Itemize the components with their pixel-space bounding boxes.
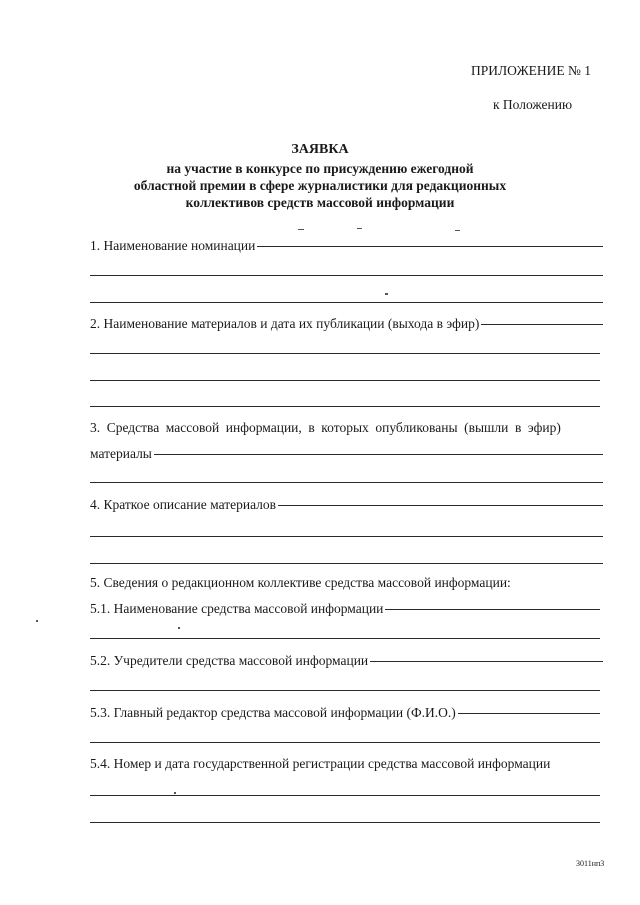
regulation-label: к Положению: [493, 97, 573, 112]
field-5-1-media-name: [90, 601, 600, 617]
field-3-label-line-2: материалы: [90, 446, 152, 461]
field-2-blank[interactable]: [481, 324, 603, 325]
field-5-4-line-2[interactable]: [90, 795, 600, 796]
scan-speck: [385, 293, 388, 295]
field-5-4-label: 5.4. Номер и дата государственной регистрации средства массовой информации: [90, 756, 551, 771]
field-5-1-line-2[interactable]: [90, 638, 600, 639]
field-1-blank[interactable]: [257, 246, 603, 247]
field-4-label: 4. Краткое описание материалов: [90, 497, 277, 512]
field-4-line-2[interactable]: [90, 536, 603, 537]
title-line-2: областной премии в сфере журналистики для редакционных: [133, 178, 507, 193]
field-3-blank[interactable]: [154, 454, 603, 455]
appendix-label: ПРИЛОЖЕНИЕ № 1: [471, 63, 592, 78]
field-5-1-label: 5.1. Наименование средства массовой информации: [90, 601, 384, 616]
field-1-line-3[interactable]: [90, 302, 603, 303]
field-2-line-2[interactable]: [90, 353, 600, 354]
field-5-3-editor: [90, 705, 600, 721]
field-2-line-3[interactable]: [90, 380, 600, 381]
field-4-blank[interactable]: [278, 505, 603, 506]
field-4-description: [90, 497, 603, 513]
field-5-3-blank[interactable]: [458, 713, 600, 714]
field-3-line-2[interactable]: [90, 482, 603, 483]
field-5-1-blank[interactable]: [385, 609, 600, 610]
field-5-2-label: 5.2. Учредители средства массовой информации: [90, 653, 369, 668]
field-5-heading: 5. Сведения о редакционном коллективе средства массовой информации:: [90, 575, 511, 590]
field-1-line-2[interactable]: [90, 275, 603, 276]
field-1-nomination: [90, 238, 603, 254]
document-title: ЗАЯВКА: [291, 142, 349, 157]
scan-speck: [455, 230, 460, 231]
field-3-label-line-1: 3. Средства массовой информации, в которых опубликованы (вышли в эфир): [90, 420, 561, 435]
title-line-1: на участие в конкурсе по присуждению ежегодной: [166, 161, 474, 176]
field-5-4-line-3[interactable]: [90, 822, 600, 823]
field-5-2-founders: [90, 653, 603, 669]
scan-speck: [357, 228, 362, 229]
field-5-2-blank[interactable]: [370, 661, 603, 662]
scan-speck: [174, 792, 176, 794]
scan-speck: [178, 627, 180, 629]
field-2-materials: [90, 316, 603, 332]
scan-speck: [298, 229, 304, 230]
field-1-label: 1. Наименование номинации: [90, 238, 256, 253]
title-line-3: коллективов средств массовой информации: [185, 195, 455, 210]
field-2-label: 2. Наименование материалов и дата их публикации (выхода в эфир): [90, 316, 480, 331]
scan-speck: [36, 620, 38, 622]
field-5-2-line-2[interactable]: [90, 690, 600, 691]
field-5-3-line-2[interactable]: [90, 742, 600, 743]
document-code: 3011нп3: [576, 859, 605, 868]
field-2-line-4[interactable]: [90, 406, 600, 407]
field-4-line-3[interactable]: [90, 563, 603, 564]
field-3-media: [90, 446, 603, 462]
field-5-3-label: 5.3. Главный редактор средства массовой информации (Ф.И.О.): [90, 705, 456, 720]
